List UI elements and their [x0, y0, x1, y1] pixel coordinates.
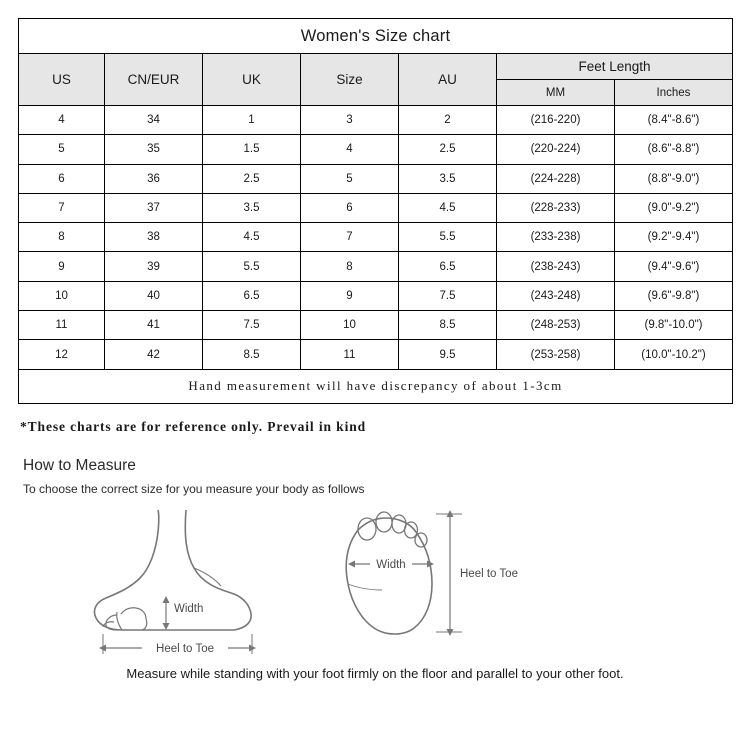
- cell-inches: (9.0"-9.2"): [615, 193, 733, 222]
- cell-mm: (238-243): [497, 252, 615, 281]
- header-feet-length: Feet Length: [497, 54, 733, 80]
- size-chart-table: [18, 18, 733, 404]
- cell-us: 9: [19, 252, 105, 281]
- header-uk: UK: [203, 54, 301, 106]
- cell-au: 7.5: [399, 281, 497, 310]
- cell-cn-eur: 40: [105, 281, 203, 310]
- cell-uk: 3.5: [203, 193, 301, 222]
- reference-note: *These charts are for reference only. Prevail in kind: [20, 418, 367, 434]
- header-au: AU: [399, 54, 497, 106]
- cell-cn-eur: 34: [105, 106, 203, 135]
- cell-uk: 6.5: [203, 281, 301, 310]
- cell-uk: 2.5: [203, 164, 301, 193]
- cell-cn-eur: 37: [105, 193, 203, 222]
- cell-size: 3: [301, 106, 399, 135]
- cell-cn-eur: 41: [105, 311, 203, 340]
- header-cn-eur: CN/EUR: [105, 54, 203, 106]
- table-row: [19, 340, 733, 369]
- chart-footnote: Hand measurement will have discrepancy of about 1-3cm: [19, 369, 733, 403]
- cell-us: 10: [19, 281, 105, 310]
- cell-cn-eur: 38: [105, 223, 203, 252]
- cell-cn-eur: 36: [105, 164, 203, 193]
- how-to-measure-title: How to Measure: [23, 456, 136, 474]
- cell-uk: 1: [203, 106, 301, 135]
- cell-us: 8: [19, 223, 105, 252]
- cell-inches: (8.6"-8.8"): [615, 135, 733, 164]
- cell-au: 9.5: [399, 340, 497, 369]
- cell-size: 9: [301, 281, 399, 310]
- side-view-foot-icon: [94, 510, 256, 656]
- side-length-label: Heel to Toe: [156, 642, 214, 655]
- table-row: [19, 311, 733, 340]
- cell-inches: (10.0"-10.2"): [615, 340, 733, 369]
- cell-us: 11: [19, 311, 105, 340]
- cell-size: 7: [301, 223, 399, 252]
- cell-inches: (9.2"-9.4"): [615, 223, 733, 252]
- cell-us: 6: [19, 164, 105, 193]
- top-view-foot-icon: [346, 510, 518, 636]
- cell-au: 6.5: [399, 252, 497, 281]
- cell-au: 8.5: [399, 311, 497, 340]
- cell-uk: 1.5: [203, 135, 301, 164]
- cell-mm: (253-258): [497, 340, 615, 369]
- cell-size: 5: [301, 164, 399, 193]
- cell-au: 4.5: [399, 193, 497, 222]
- cell-cn-eur: 42: [105, 340, 203, 369]
- cell-mm: (216-220): [497, 106, 615, 135]
- cell-inches: (9.6"-9.8"): [615, 281, 733, 310]
- cell-mm: (224-228): [497, 164, 615, 193]
- cell-au: 3.5: [399, 164, 497, 193]
- measure-footer-text: Measure while standing with your foot firmly on the floor and parallel to your other foot.: [126, 665, 624, 681]
- cell-uk: 5.5: [203, 252, 301, 281]
- cell-cn-eur: 35: [105, 135, 203, 164]
- cell-us: 7: [19, 193, 105, 222]
- cell-mm: (233-238): [497, 223, 615, 252]
- measure-diagrams: [18, 502, 732, 662]
- cell-size: 4: [301, 135, 399, 164]
- header-size: Size: [301, 54, 399, 106]
- cell-us: 5: [19, 135, 105, 164]
- table-row: [19, 252, 733, 281]
- cell-au: 5.5: [399, 223, 497, 252]
- table-row: [19, 106, 733, 135]
- cell-size: 6: [301, 193, 399, 222]
- cell-uk: 4.5: [203, 223, 301, 252]
- top-width-label: Width: [376, 558, 406, 571]
- chart-title-row: [19, 19, 733, 54]
- cell-size: 10: [301, 311, 399, 340]
- cell-cn-eur: 39: [105, 252, 203, 281]
- table-row: [19, 223, 733, 252]
- table-header-row-1: [19, 54, 733, 80]
- side-length-arrow: [99, 634, 256, 656]
- top-width-arrow: [348, 557, 434, 572]
- cell-mm: (220-224): [497, 135, 615, 164]
- cell-inches: (9.8"-10.0"): [615, 311, 733, 340]
- cell-size: 11: [301, 340, 399, 369]
- cell-size: 8: [301, 252, 399, 281]
- cell-uk: 7.5: [203, 311, 301, 340]
- how-to-measure-subtitle: To choose the correct size for you measure your body as follows: [23, 481, 365, 496]
- table-row: [19, 281, 733, 310]
- header-mm: MM: [497, 80, 615, 106]
- cell-inches: (8.4"-8.6"): [615, 106, 733, 135]
- cell-au: 2: [399, 106, 497, 135]
- cell-inches: (8.8"-9.0"): [615, 164, 733, 193]
- cell-mm: (228-233): [497, 193, 615, 222]
- foot-measurement-diagram: [18, 502, 732, 662]
- top-length-arrow: [436, 510, 518, 636]
- cell-uk: 8.5: [203, 340, 301, 369]
- cell-mm: (248-253): [497, 311, 615, 340]
- cell-us: 12: [19, 340, 105, 369]
- table-row: [19, 135, 733, 164]
- cell-us: 4: [19, 106, 105, 135]
- table-footnote-row: [19, 369, 733, 403]
- cell-inches: (9.4"-9.6"): [615, 252, 733, 281]
- side-width-label: Width: [174, 602, 204, 615]
- table-row: [19, 164, 733, 193]
- header-us: US: [19, 54, 105, 106]
- table-row: [19, 193, 733, 222]
- cell-mm: (243-248): [497, 281, 615, 310]
- side-width-arrow: [163, 596, 204, 630]
- header-inches: Inches: [615, 80, 733, 106]
- page-title: Women's Size chart: [19, 19, 733, 54]
- cell-au: 2.5: [399, 135, 497, 164]
- top-length-label: Heel to Toe: [460, 567, 518, 580]
